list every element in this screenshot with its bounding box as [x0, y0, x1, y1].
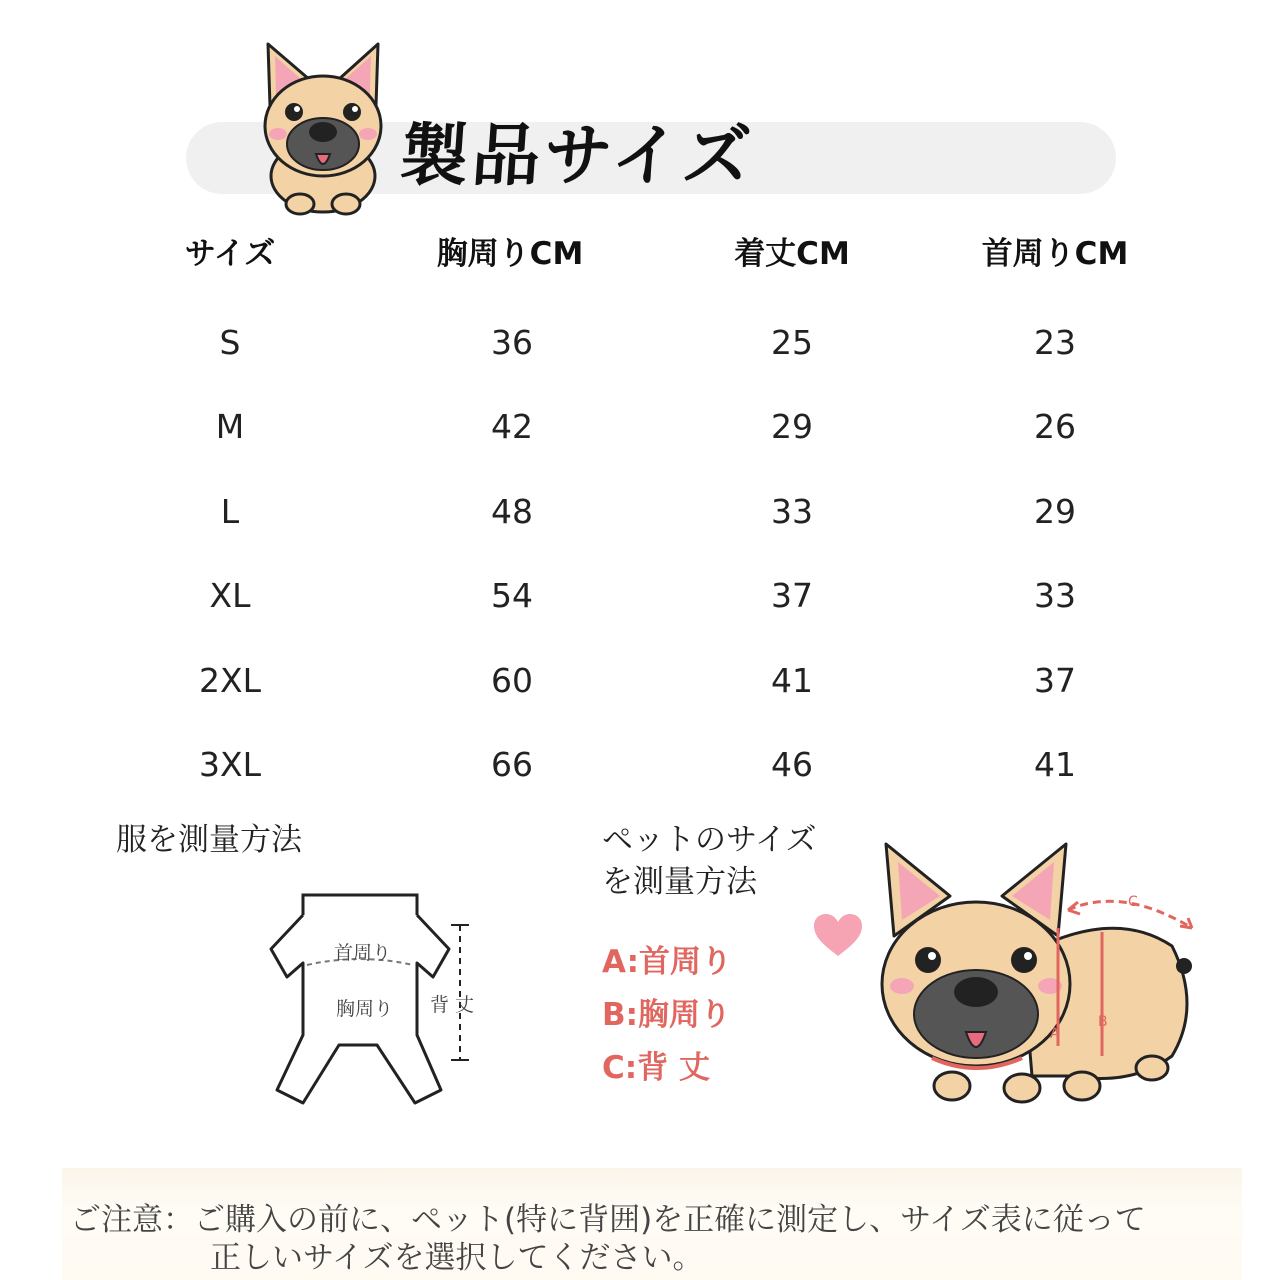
- table-cell-length: 29: [771, 407, 813, 446]
- table-cell-chest: 66: [491, 745, 533, 784]
- clothes-neck-label: 首周り: [334, 942, 392, 964]
- table-cell-neck: 41: [1034, 745, 1076, 784]
- table-cell-neck: 23: [1034, 323, 1076, 362]
- note-line-1: ご注意：ご購入の前に、ペット(特に背囲)を正確に測定し、サイズ表に従って: [70, 1202, 1146, 1238]
- table-cell-chest: 48: [491, 492, 533, 531]
- table-cell-neck: 26: [1034, 407, 1076, 446]
- table-cell-chest: 36: [491, 323, 533, 362]
- dog-label-a: A: [1050, 1026, 1060, 1042]
- table-cell-size: M: [215, 407, 245, 446]
- bulldog-mascot-large-icon: [872, 836, 1202, 1116]
- header-neck: 首周りCM: [981, 236, 1129, 272]
- table-cell-chest: 60: [491, 661, 533, 700]
- table-cell-length: 41: [771, 661, 813, 700]
- table-cell-length: 46: [771, 745, 813, 784]
- table-cell-length: 37: [771, 576, 813, 615]
- dog-label-c: C: [1128, 894, 1138, 910]
- table-cell-size: 3XL: [199, 745, 261, 784]
- heart-icon: [812, 912, 864, 958]
- note-line-2: 正しいサイズを選択してください。: [210, 1240, 704, 1276]
- table-cell-length: 25: [771, 323, 813, 362]
- header-chest: 胸周りCM: [436, 236, 584, 272]
- pet-measure-title-line2: を測量方法: [602, 864, 757, 900]
- pet-measure-item-a: A:首周り: [602, 944, 732, 980]
- table-cell-length: 33: [771, 492, 813, 531]
- dog-label-b: B: [1098, 1014, 1108, 1030]
- page-title: 製品サイズ: [397, 117, 758, 196]
- header-length: 着丈CM: [734, 236, 850, 272]
- table-cell-chest: 42: [491, 407, 533, 446]
- pet-measure-title-line1: ペットのサイズ: [602, 822, 817, 858]
- header-size: サイズ: [184, 236, 276, 272]
- table-cell-size: S: [219, 323, 241, 362]
- table-cell-size: L: [220, 492, 240, 531]
- table-cell-size: 2XL: [199, 661, 261, 700]
- table-cell-neck: 29: [1034, 492, 1076, 531]
- table-cell-size: XL: [209, 576, 251, 615]
- pet-measure-item-b: B:胸周り: [602, 997, 732, 1033]
- table-cell-neck: 37: [1034, 661, 1076, 700]
- clothes-length-label: 背 丈: [430, 994, 475, 1016]
- table-cell-chest: 54: [491, 576, 533, 615]
- table-cell-neck: 33: [1034, 576, 1076, 615]
- clothes-measure-title: 服を測量方法: [116, 822, 302, 858]
- bulldog-mascot-small-icon: [248, 36, 398, 218]
- pet-measure-item-c: C:背 丈: [602, 1050, 710, 1086]
- clothes-chest-label: 胸周り: [336, 998, 394, 1020]
